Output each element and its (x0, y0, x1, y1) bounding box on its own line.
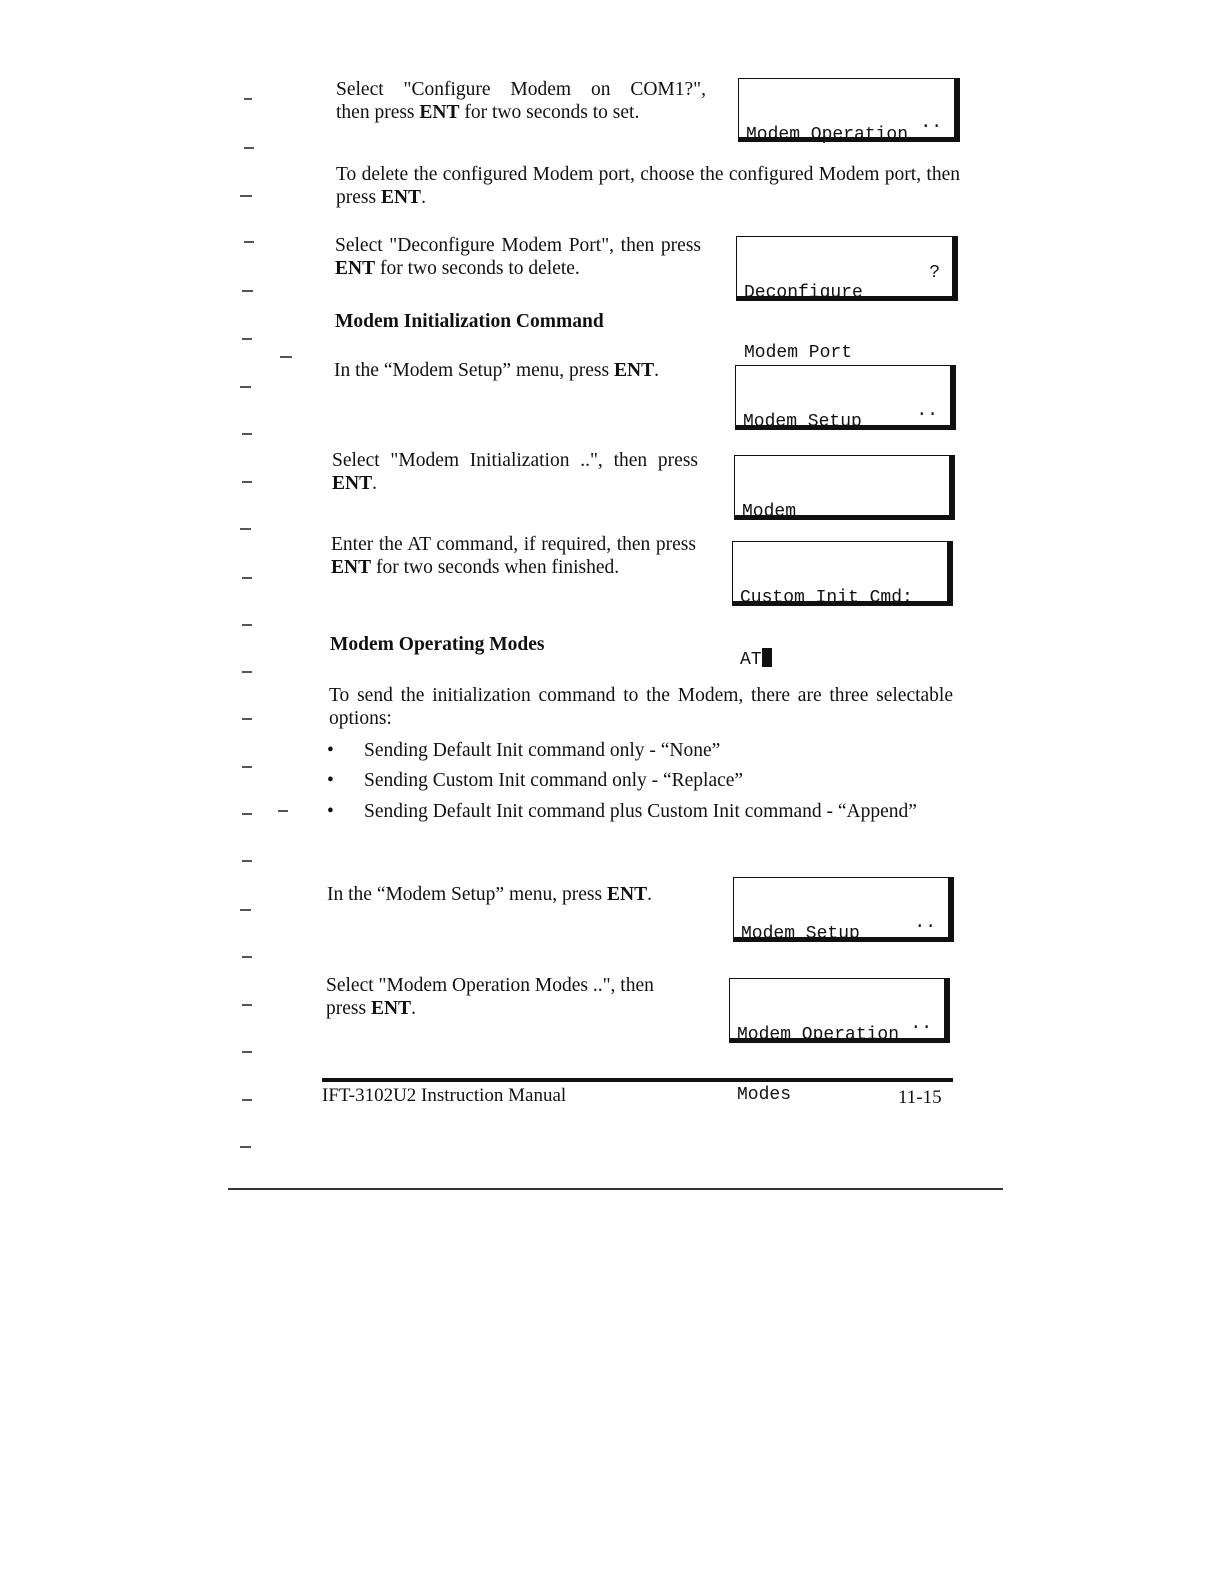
margin-mark (242, 860, 252, 862)
bullet-text: Sending Default Init command plus Custom Init command - “Append” (364, 801, 917, 822)
margin-mark (280, 356, 292, 358)
bullet-item (327, 800, 953, 846)
init-text-b: . (372, 473, 377, 494)
margin-mark (244, 147, 254, 149)
setup-text-a: In the “Modem Setup” menu, press (334, 360, 614, 381)
margin-mark (242, 433, 252, 435)
lcd-deconfigure (736, 236, 958, 363)
setup-instruction (334, 359, 704, 382)
bullet-item (327, 769, 953, 792)
footer-page-number: 11-15 (898, 1087, 942, 1108)
ent-key: ENT (332, 473, 373, 494)
lcd-line: Modem Operation (737, 1025, 900, 1045)
setup2-text-b: . (647, 884, 652, 905)
margin-mark (242, 1099, 252, 1101)
lcd-dots: .. (920, 113, 942, 133)
setup2-instruction (327, 883, 697, 906)
configure-line1: Select "Configure Modem on COM1?", (336, 79, 706, 100)
lcd-line: Custom Init Cmd: (740, 588, 913, 608)
margin-mark (242, 1051, 252, 1053)
modes-intro: To send the initialization command to the Modem, there are three selectable options: (329, 685, 953, 729)
op-modes-text-a: Select "Modem Operation Modes ..", then press (326, 975, 654, 1019)
margin-mark (240, 528, 251, 530)
init-text-a: Select "Modem Initialization ..", then press (332, 450, 698, 471)
at-text-a: Enter the AT command, if required, then press (331, 534, 696, 555)
configure-line2 (336, 101, 706, 124)
deconfigure-text-b: for two seconds to delete. (375, 258, 580, 279)
ent-key: ENT (606, 884, 648, 905)
margin-mark (240, 386, 251, 388)
lcd-dots: .. (914, 913, 936, 933)
text-cursor (762, 648, 772, 667)
margin-mark (242, 290, 253, 292)
lcd-line: Modem Operation (746, 125, 909, 145)
lcd-question: ? (929, 263, 940, 283)
margin-mark (242, 718, 252, 720)
lcd-modem-initialization (734, 455, 955, 520)
bullet-item (327, 739, 953, 762)
delete-text-a: To delete the configured Modem port, choose the configured Modem port, then press (336, 164, 960, 208)
margin-mark (240, 195, 252, 197)
configure-text-a: then press (336, 102, 420, 123)
lcd-at-text: AT (740, 650, 762, 670)
footer-rule (322, 1078, 953, 1082)
margin-mark (242, 338, 252, 340)
init-select-instruction (332, 449, 698, 495)
setup2-text-a: In the “Modem Setup” menu, press (327, 884, 607, 905)
deconfigure-text-a: Select "Deconfigure Modem Port", then press (335, 235, 701, 256)
ent-key: ENT (380, 187, 422, 208)
margin-mark (242, 813, 252, 815)
ent-key: ENT (331, 557, 372, 578)
margin-mark (240, 1146, 251, 1148)
bullet-dot: • (327, 770, 334, 791)
configure-text-b: for two seconds to set. (459, 102, 640, 123)
bullet-text: Sending Custom Init command only - “Replace” (364, 770, 744, 791)
lcd-dots: .. (910, 1014, 932, 1034)
ent-key: ENT (335, 258, 376, 279)
bullet-dot: • (327, 801, 334, 822)
heading-operating-modes: Modem Operating Modes (330, 634, 545, 655)
margin-mark (242, 481, 252, 483)
ent-key: ENT (419, 102, 460, 123)
margin-mark (242, 577, 252, 579)
page-bottom-rule (228, 1188, 1003, 1190)
margin-mark (244, 98, 252, 100)
op-modes-text-b: . (411, 998, 416, 1019)
at-command-instruction (331, 533, 696, 579)
lcd-line: Modem Port (744, 343, 853, 363)
margin-mark (240, 909, 251, 911)
lcd-modem-operation (738, 78, 960, 145)
lcd-custom-init-cmd (732, 541, 953, 670)
lcd-modem-setup (735, 365, 956, 430)
margin-mark (278, 810, 288, 812)
deconfigure-instruction (335, 234, 701, 280)
margin-mark (242, 671, 252, 673)
lcd-modem-setup-2 (733, 877, 954, 942)
delete-text-b: . (421, 187, 426, 208)
ent-key: ENT (370, 998, 412, 1019)
lcd-line: Modem Setup (743, 412, 862, 432)
op-modes-instruction (326, 974, 692, 1020)
footer-manual-title: IFT-3102U2 Instruction Manual (322, 1085, 567, 1106)
margin-mark (242, 956, 252, 958)
lcd-dots: .. (916, 401, 938, 421)
lcd-line (740, 648, 939, 668)
setup-text-b: . (654, 360, 659, 381)
lcd-line: Deconfigure (744, 283, 863, 303)
lcd-line: Modes (737, 1085, 792, 1105)
heading-init-command: Modem Initialization Command (335, 311, 604, 332)
margin-mark (242, 624, 252, 626)
margin-mark (242, 1004, 252, 1006)
at-text-b: for two seconds when finished. (371, 557, 620, 578)
lcd-line: Modem (742, 502, 797, 522)
delete-intro (336, 163, 960, 209)
ent-key: ENT (613, 360, 655, 381)
margin-mark (242, 766, 252, 768)
configure-instruction (336, 78, 706, 124)
lcd-line: Modem Setup (741, 924, 860, 944)
margin-mark (244, 241, 254, 243)
bullet-text: Sending Default Init command only - “None” (364, 740, 721, 761)
bullet-dot: • (327, 740, 334, 761)
